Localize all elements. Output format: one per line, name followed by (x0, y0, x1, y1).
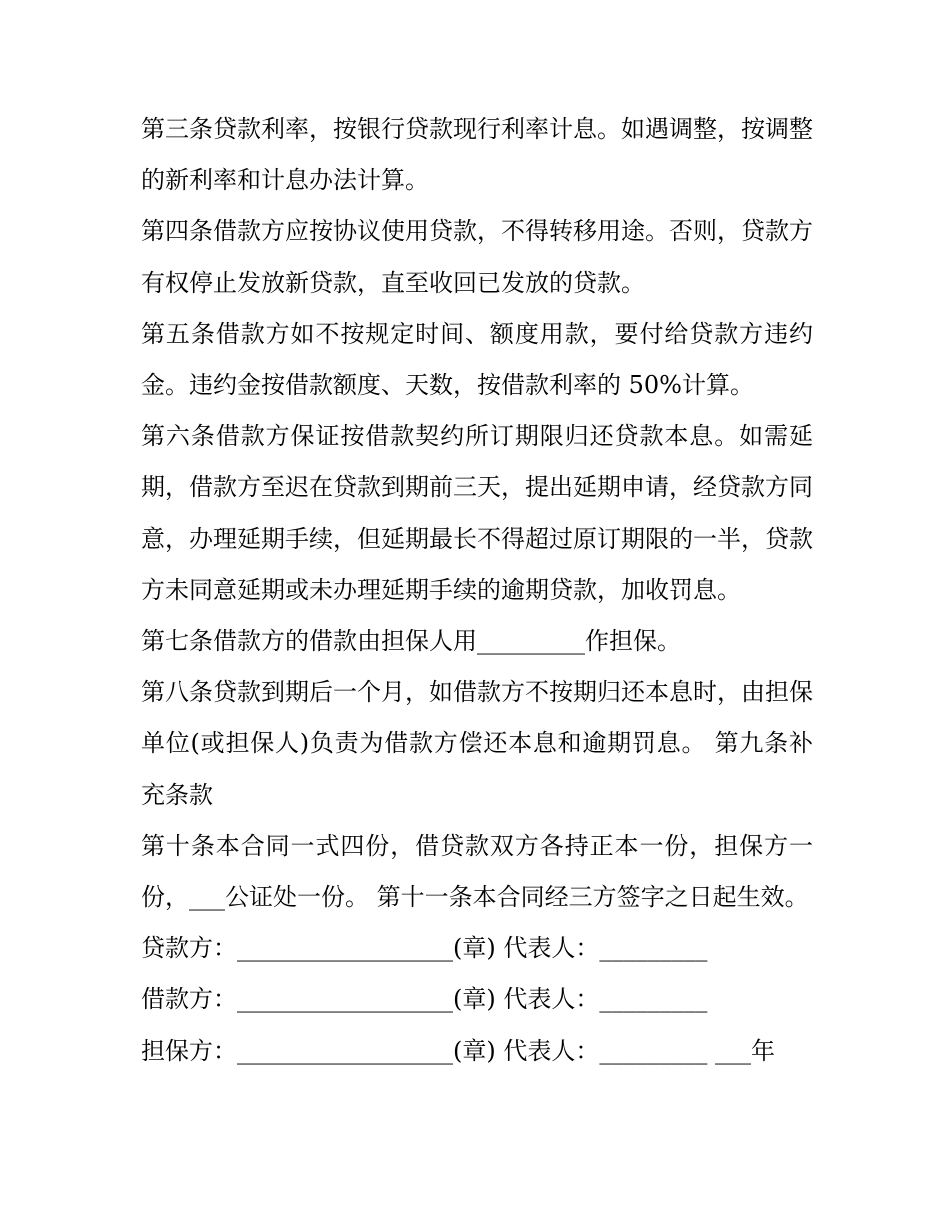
clause-10-11: 第十条本合同一式四份，借贷款双方各持正本一份，担保方一份，___公证处一份。 第十一条本合同经三方签字之日起生效。 (141, 831, 813, 912)
clause-4: 第四条借款方应按协议使用贷款，不得转移用途。否则，贷款方有权停止发放新贷款，直至收回已发放的贷款。 (141, 217, 813, 297)
signature-lender: 贷款方：__________________(章) 代表人：_________ (141, 934, 708, 963)
clause-6: 第六条借款方保证按借款契约所订期限归还贷款本息。如需延期，借款方至迟在贷款到期前三天，提出延期申请，经贷款方同意，办理延期手续，但延期最长不得超过原订期限的一半，贷款方未同意延期或未办理延期手续的逾期贷款，加收罚息。 (141, 422, 813, 604)
signature-guarantor: 担保方：__________________(章) 代表人：_________ ___年 (141, 1036, 775, 1065)
clause-7: 第七条借款方的借款由担保人用_________作担保。 (141, 627, 681, 656)
signature-borrower: 借款方：__________________(章) 代表人：_________ (141, 985, 708, 1014)
clause-5: 第五条借款方如不按规定时间、额度用款，要付给贷款方违约金。违约金按借款额度、天数，按借款利率的 50%计算。 (141, 319, 813, 400)
clause-8-9: 第八条贷款到期后一个月，如借款方不按期归还本息时，由担保单位(或担保人)负责为借款方偿还本息和逾期罚息。 第九条补充条款 (141, 678, 813, 809)
contract-body (141, 104, 813, 1077)
clause-3: 第三条贷款利率，按银行贷款现行利率计息。如遇调整，按调整的新利率和计息办法计算。 (141, 115, 813, 195)
